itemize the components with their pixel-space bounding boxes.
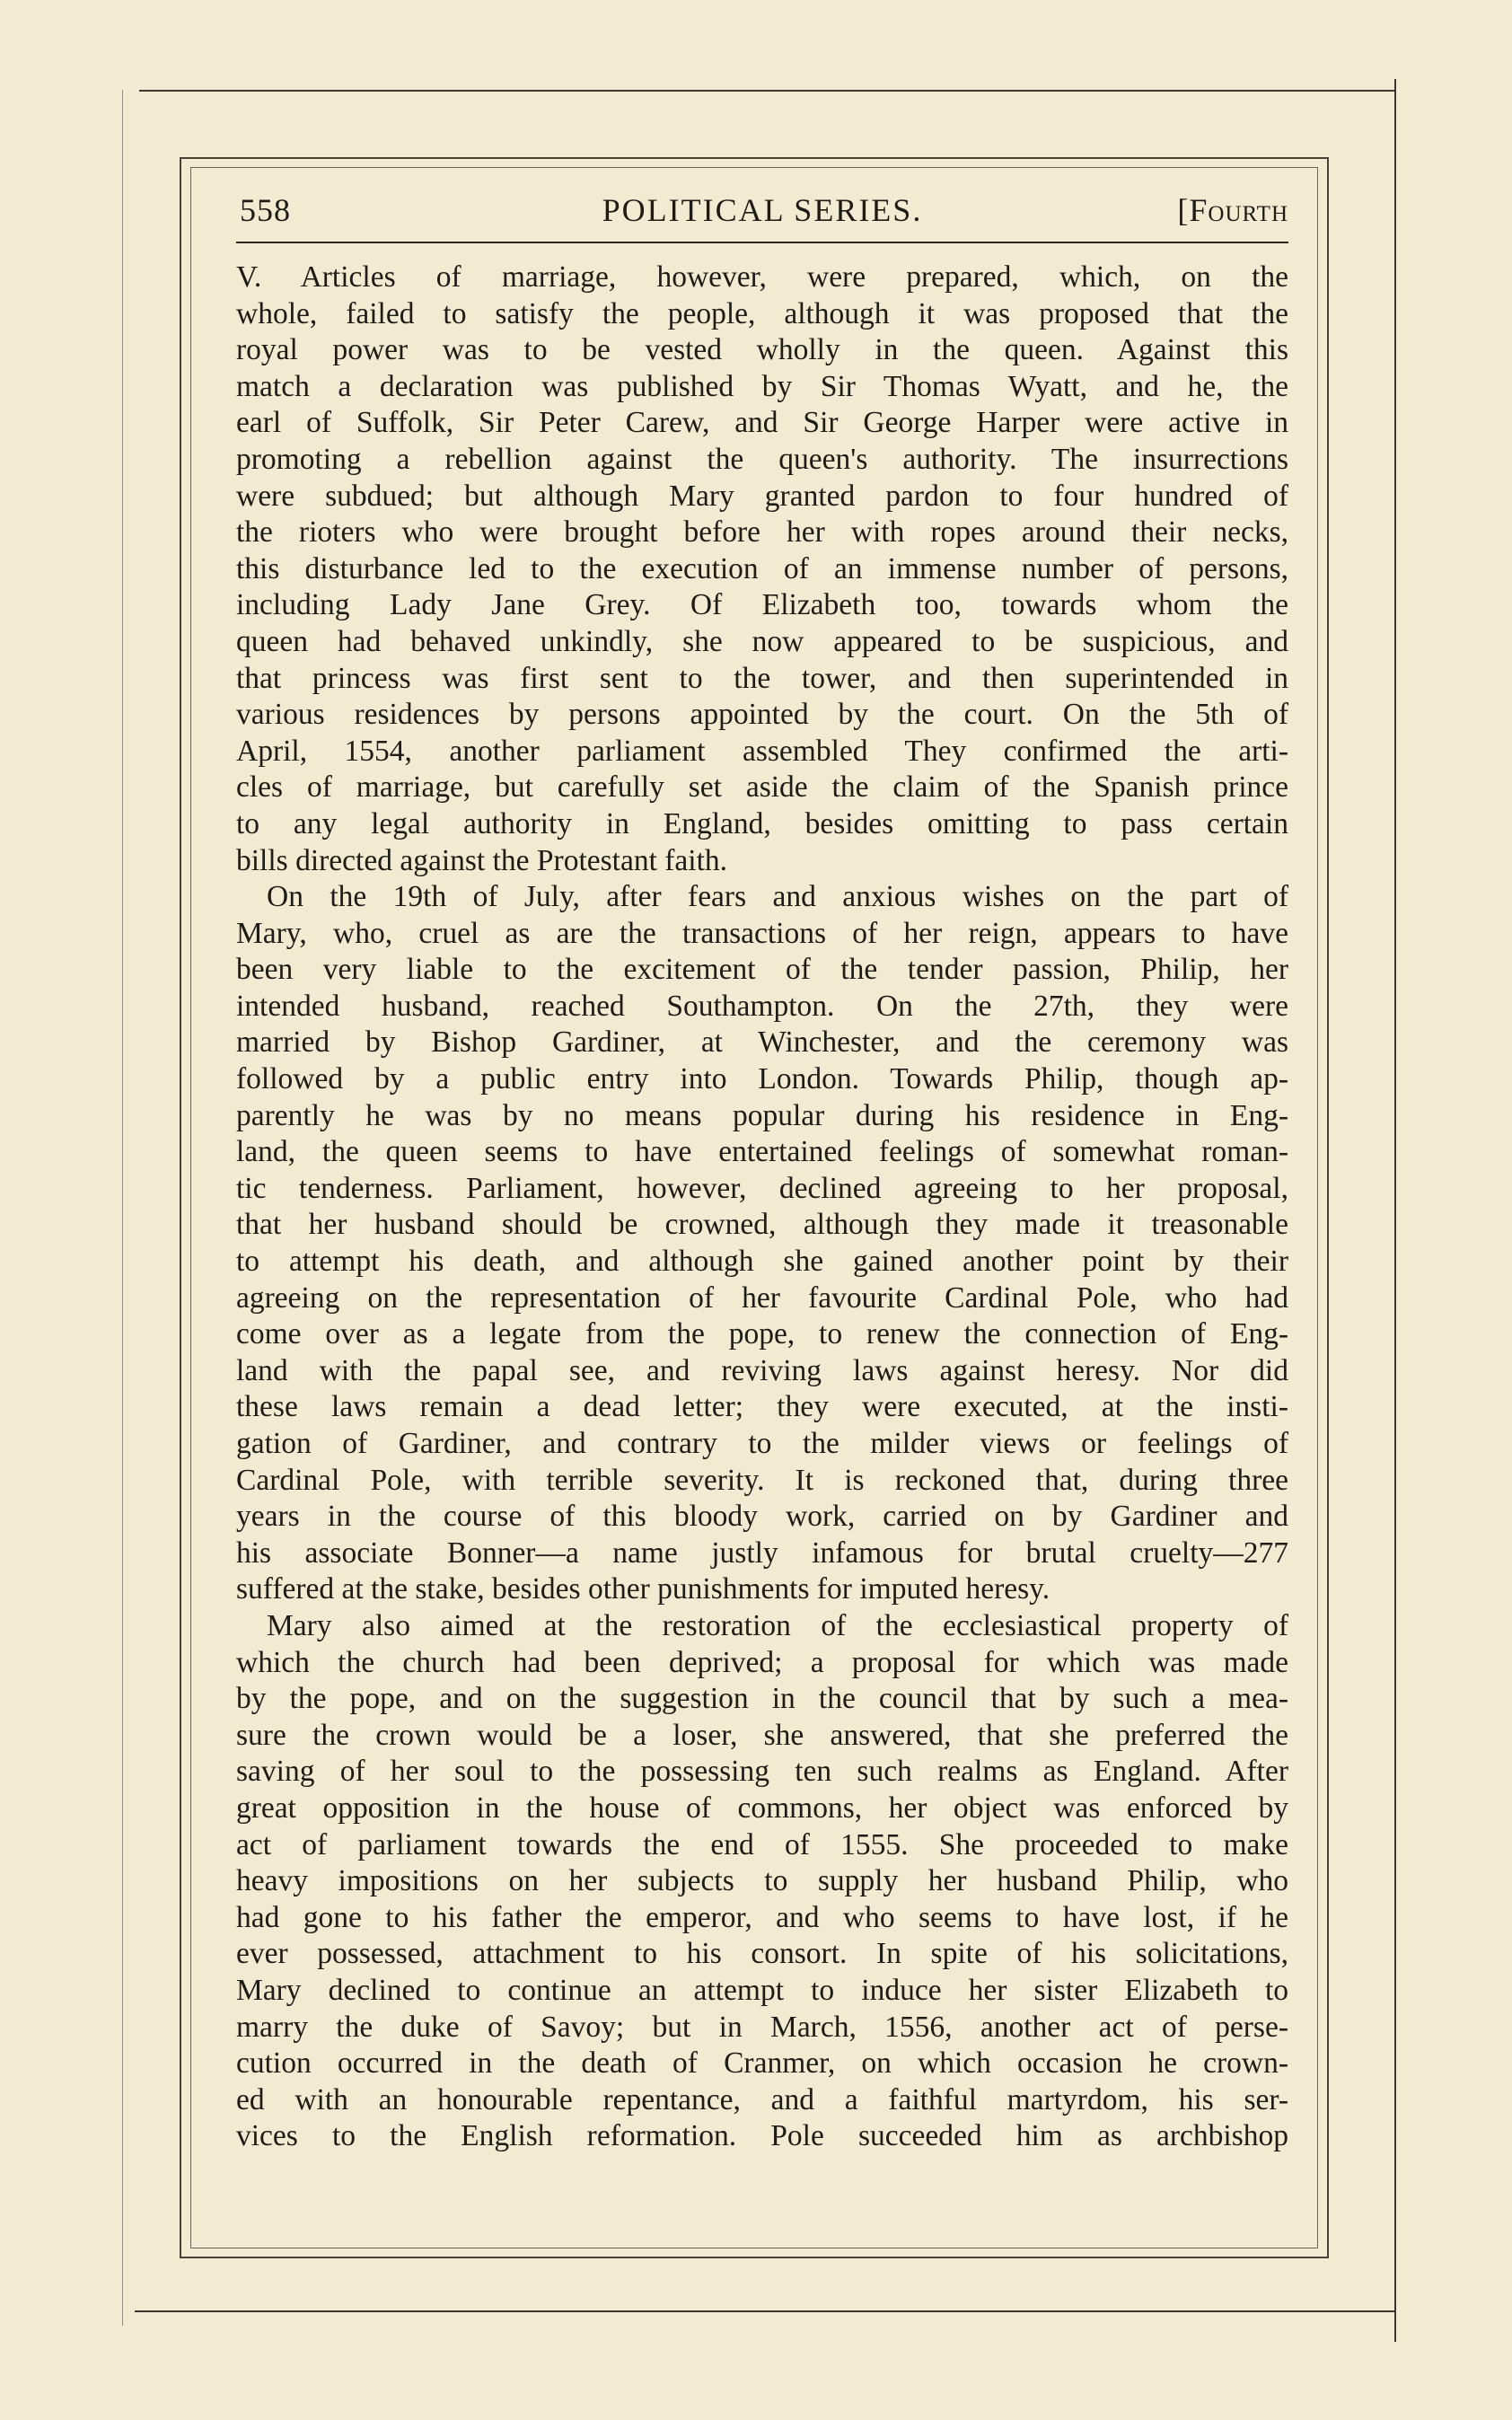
text-line: land with the papal see, and reviving laws against heresy. Nor did xyxy=(236,1353,1288,1387)
text-line: been very liable to the excitement of the tender passion, Philip, her xyxy=(236,953,1288,987)
binding-edge-left xyxy=(122,90,123,2326)
text-line: heavy impositions on her subjects to supply her husband Philip, who xyxy=(236,1864,1288,1898)
text-line: come over as a legate from the pope, to renew the connection of Eng- xyxy=(236,1317,1288,1351)
text-line: Mary declined to continue an attempt to induce her sister Elizabeth to xyxy=(236,1973,1288,2007)
text-line: Mary, who, cruel as are the transactions of her reign, appears to have xyxy=(236,916,1288,950)
text-line: to any legal authority in England, besides omitting to pass certain xyxy=(236,806,1288,840)
paragraph-3 xyxy=(236,1608,1288,2155)
running-title: POLITICAL SERIES. xyxy=(602,192,923,228)
text-line: sure the crown would be a loser, she answered, that she preferred the xyxy=(236,1718,1288,1752)
text-line: cution occurred in the death of Cranmer, on which occasion he crown- xyxy=(236,2046,1288,2081)
text-line: by the pope, and on the suggestion in the council that by such a mea- xyxy=(236,1682,1288,1716)
section-label: [Fourth xyxy=(1177,192,1288,228)
text-line: parently he was by no means popular during his residence in Eng- xyxy=(236,1098,1288,1132)
text-line: marry the duke of Savoy; but in March, 1556, another act of perse- xyxy=(236,2010,1288,2044)
running-header xyxy=(236,191,1288,242)
text-line: vices to the English reformation. Pole succeeded him as archbishop xyxy=(236,2119,1288,2153)
page-number: 558 xyxy=(240,192,291,228)
text-line: that her husband should be crowned, although they made it treasonable xyxy=(236,1208,1288,1242)
paragraph-2 xyxy=(236,879,1288,1608)
text-line: married by Bishop Gardiner, at Winchester, and the ceremony was xyxy=(236,1025,1288,1060)
page-edge-bottom xyxy=(135,2310,1396,2312)
text-line: April, 1554, another parliament assembled They confirmed the arti- xyxy=(236,734,1288,768)
text-line: the rioters who were brought before her with ropes around their necks, xyxy=(236,515,1288,550)
page-edge-right xyxy=(1394,79,1396,2342)
text-line: had gone to his father the emperor, and who seems to have lost, if he xyxy=(236,1900,1288,1934)
text-line: act of parliament towards the end of 1555. She proceeded to make xyxy=(236,1827,1288,1861)
text-line: including Lady Jane Grey. Of Elizabeth too, towards whom the xyxy=(236,588,1288,622)
text-line: promoting a rebellion against the queen's authority. The insurrections xyxy=(236,442,1288,476)
text-line: whole, failed to satisfy the people, although it was proposed that the xyxy=(236,296,1288,330)
text-line: suffered at the stake, besides other punishments for imputed heresy. xyxy=(236,1572,1050,1606)
text-line: gation of Gardiner, and contrary to the milder views or feelings of xyxy=(236,1427,1288,1460)
text-line: ever possessed, attachment to his consort. In spite of his solicitations, xyxy=(236,1937,1288,1971)
text-line: Cardinal Pole, with terrible severity. It is reckoned that, during three xyxy=(236,1463,1288,1497)
text-line: these laws remain a dead letter; they were executed, at the insti- xyxy=(236,1390,1288,1424)
text-line: years in the course of this bloody work, carried on by Gardiner and xyxy=(236,1500,1288,1534)
text-line: bills directed against the Protestant faith. xyxy=(236,843,728,877)
text-line: which the church had been deprived; a proposal for which was made xyxy=(236,1645,1288,1679)
text-line: land, the queen seems to have entertained feelings of somewhat roman- xyxy=(236,1135,1288,1169)
text-line: saving of her soul to the possessing ten such realms as England. After xyxy=(236,1755,1288,1789)
text-line: to attempt his death, and although she gained another point by their xyxy=(236,1245,1288,1279)
text-line: his associate Bonner—a name justly infamous for brutal cruelty—277 xyxy=(236,1536,1288,1570)
body-text xyxy=(236,260,1288,2155)
text-line: On the 19th of July, after fears and anxious wishes on the part of xyxy=(267,880,1288,914)
text-line: Mary also aimed at the restoration of the ecclesiastical property of xyxy=(267,1608,1288,1642)
text-line: followed by a public entry into London. Towards Philip, though ap- xyxy=(236,1062,1288,1096)
text-line: royal power was to be vested wholly in the queen. Against this xyxy=(236,333,1288,367)
text-line: this disturbance led to the execution of an immense number of persons, xyxy=(236,551,1288,585)
header-rule xyxy=(236,242,1288,243)
paragraph-1 xyxy=(236,260,1288,879)
text-line: various residences by persons appointed by the court. On the 5th of xyxy=(236,698,1288,732)
page-text-block xyxy=(236,191,1288,2155)
text-line: match a declaration was published by Sir Thomas Wyatt, and he, the xyxy=(236,369,1288,403)
text-line: great opposition in the house of commons, her object was enforced by xyxy=(236,1791,1288,1825)
text-line: that princess was first sent to the tower, and then superintended in xyxy=(236,661,1288,695)
page-edge-top xyxy=(139,90,1396,92)
text-line: intended husband, reached Southampton. On the 27th, they were xyxy=(236,989,1288,1023)
text-line: agreeing on the representation of her favourite Cardinal Pole, who had xyxy=(236,1280,1288,1315)
text-line: tic tenderness. Parliament, however, declined agreeing to her proposal, xyxy=(236,1171,1288,1205)
text-line: cles of marriage, but carefully set aside the claim of the Spanish prince xyxy=(236,770,1288,805)
text-line: earl of Suffolk, Sir Peter Carew, and Sir George Harper were active in xyxy=(236,406,1288,440)
text-line: queen had behaved unkindly, she now appeared to be suspicious, and xyxy=(236,624,1288,658)
text-line: were subdued; but although Mary granted pardon to four hundred of xyxy=(236,479,1288,513)
text-line: V. Articles of marriage, however, were prepared, which, on the xyxy=(236,260,1288,294)
text-line: ed with an honourable repentance, and a faithful martyrdom, his ser- xyxy=(236,2082,1288,2116)
